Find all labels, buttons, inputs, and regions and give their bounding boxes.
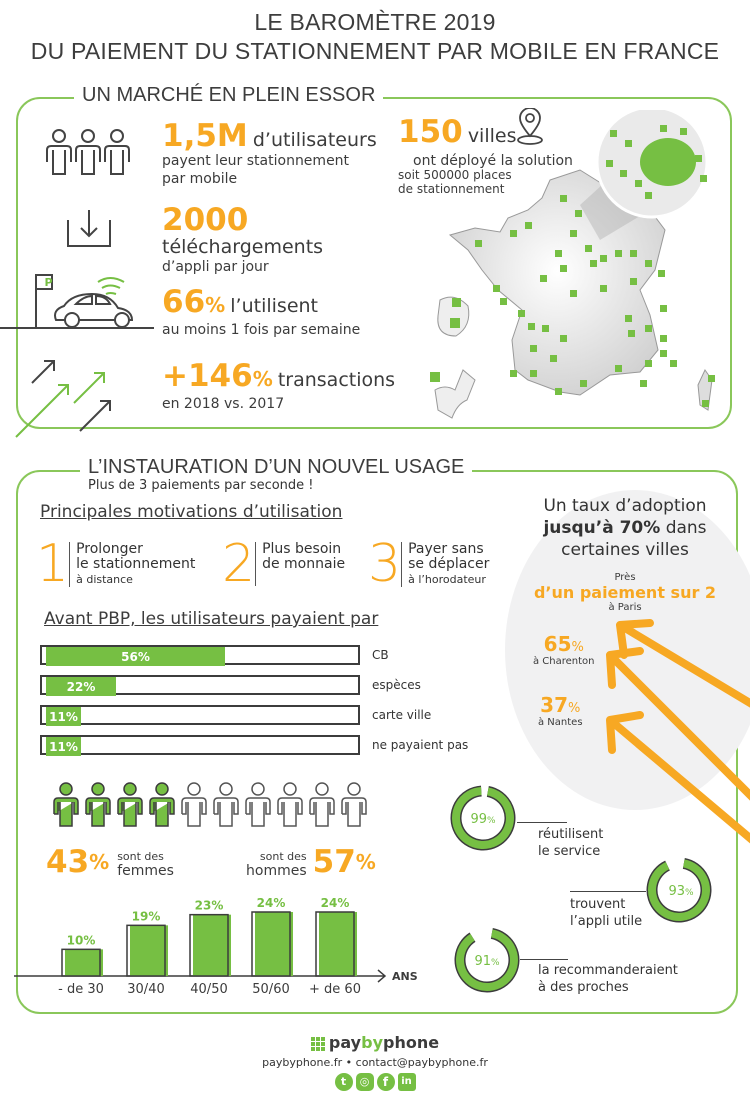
download-icon	[66, 206, 112, 248]
ring-reuse-number: 99	[470, 812, 487, 827]
usage-subtitle: Plus de 3 paiements par seconde !	[88, 478, 314, 493]
payment-bar-row	[40, 645, 389, 665]
motivation-2-line1: Plus besoin	[262, 541, 342, 557]
nantes-unit: %	[568, 701, 581, 716]
ring-recommend-line2: à des proches	[538, 980, 629, 995]
ring-recommend-value	[470, 954, 504, 969]
stat-cities-sub3: de stationnement	[398, 182, 505, 196]
car-parking-icon	[0, 270, 160, 332]
parking-sign-label: P	[44, 276, 53, 289]
stat-users-headline: d’utilisateurs	[252, 129, 377, 151]
motivation-1-small: à distance	[76, 572, 133, 586]
male-label2: hommes	[246, 863, 307, 879]
stat-cities-value: 150	[398, 114, 463, 150]
male-label1: sont des	[259, 850, 307, 863]
ring-useful-line1: trouvent	[570, 897, 626, 912]
paris-pre: Près	[614, 572, 636, 583]
age-bar	[255, 912, 293, 976]
ring-reuse-line2: le service	[538, 844, 601, 859]
payment-bar-label: CB	[372, 648, 389, 662]
payment-bar-row	[40, 675, 421, 695]
ring-reuse-label	[538, 826, 603, 860]
stat-downloads-sub: d’appli par jour	[162, 259, 269, 275]
stat-users-value: 1,5M	[162, 118, 248, 154]
stat-cities-headline: villes	[467, 125, 517, 147]
paris-big: d’un paiement sur 2	[533, 583, 717, 602]
motivation-1-number: 1	[36, 534, 70, 594]
usage-section-title: L’INSTAURATION D’UN NOUVEL USAGE	[80, 455, 472, 479]
age-bar	[65, 949, 103, 976]
person-male-icon	[308, 782, 336, 828]
ring-useful-unit: %	[684, 888, 694, 898]
market-section-title: UN MARCHÉ EN PLEIN ESSOR	[74, 83, 383, 107]
age-category-label: 40/50	[190, 982, 228, 997]
stat-users-sub: payent leur stationnement par mobile	[162, 153, 350, 187]
nantes-stat	[538, 693, 583, 728]
adoption-line2-bold: jusqu’à 70%	[543, 518, 661, 538]
facebook-icon[interactable]: f	[377, 1073, 395, 1091]
female-label2: femmes	[117, 863, 174, 879]
female-pct-value: 43	[46, 844, 90, 880]
age-bar-value: 24%	[256, 896, 286, 910]
ring-useful-label	[570, 896, 642, 930]
adoption-arrows	[590, 615, 750, 845]
person-male-icon	[212, 782, 240, 828]
payment-method-chart	[40, 645, 469, 765]
payment-bar: 11%	[46, 737, 81, 756]
brand-grid-icon	[311, 1037, 325, 1051]
ring-recommend-line1: la recommanderaient	[538, 963, 678, 978]
age-bar-value: 10%	[66, 933, 96, 948]
payment-bar-label: ne payaient pas	[372, 738, 469, 752]
motivation-1-line2: le stationnement	[76, 555, 196, 572]
payment-bar-frame	[40, 675, 360, 695]
contact-info[interactable]: paybyphone.fr • contact@paybyphone.fr	[262, 1056, 488, 1069]
adoption-line3: certaines villes	[561, 540, 689, 560]
stat-cities-sub1: ont déployé la solution	[413, 153, 573, 169]
female-stat	[46, 846, 174, 878]
person-female-icon	[148, 782, 176, 828]
stat-cities-sub2: soit 500000 places	[398, 168, 512, 182]
person-male-icon	[340, 782, 368, 828]
adoption-line1: Un taux d’adoption	[543, 496, 707, 516]
users-icon	[44, 128, 132, 178]
payment-bar-frame	[40, 735, 360, 755]
arrow-nantes-icon	[610, 715, 750, 845]
person-male-icon	[276, 782, 304, 828]
ring-recommend-unit: %	[490, 958, 500, 968]
charenton-value: 65	[543, 632, 572, 656]
instagram-icon[interactable]: ◎	[356, 1073, 374, 1091]
motivation-2-number: 2	[222, 534, 256, 594]
age-bar	[319, 912, 357, 976]
motivation-3-number: 3	[368, 534, 402, 594]
person-male-icon	[180, 782, 208, 828]
charenton-stat	[533, 632, 595, 667]
page-title-line1: LE BAROMÈTRE 2019	[254, 9, 496, 35]
nantes-value: 37	[540, 693, 569, 717]
brand-pay: pay	[328, 1033, 362, 1052]
growth-arrows-icon	[12, 355, 122, 440]
brand-phone: phone	[383, 1033, 440, 1052]
female-label1: sont des	[117, 850, 164, 863]
stat-weekly	[162, 286, 402, 339]
male-pct-value: 57	[312, 844, 356, 880]
stat-weekly-value: 66	[162, 284, 206, 320]
ring-reuse-leader	[517, 822, 567, 823]
stat-weekly-headline: l’utilisent	[230, 295, 319, 317]
age-category-label: 30/40	[127, 982, 165, 997]
stat-downloads-value: 2000	[162, 202, 249, 238]
payment-bar: 56%	[46, 647, 225, 666]
charenton-city: à Charenton	[533, 656, 595, 667]
ring-reuse-value	[466, 812, 500, 827]
brand-logo[interactable]	[0, 1033, 750, 1052]
stat-downloads-headline: téléchargements	[162, 236, 324, 258]
age-bar-value: 23%	[194, 898, 224, 913]
ring-useful-number: 93	[668, 884, 685, 899]
payment-bar: 22%	[46, 677, 116, 696]
age-category-label: - de 30	[58, 982, 104, 997]
stat-users	[162, 120, 402, 188]
motivation-2	[222, 534, 346, 594]
ring-recommend-leader	[520, 959, 568, 960]
nantes-city: à Nantes	[538, 717, 583, 728]
stat-transactions-headline: transactions	[277, 369, 396, 391]
linkedin-icon[interactable]: in	[398, 1073, 416, 1091]
motivation-3-small: à l’horodateur	[408, 572, 486, 586]
brand-by: by	[361, 1033, 383, 1052]
motivation-1	[36, 534, 196, 594]
twitter-icon[interactable]: t	[335, 1073, 353, 1091]
ring-useful-line2: l’appli utile	[570, 914, 643, 929]
france-map	[430, 110, 730, 420]
adoption-line2-rest: dans	[665, 518, 707, 538]
female-pct-unit: %	[89, 850, 110, 874]
motivation-3-line2: se déplacer	[408, 555, 490, 572]
person-female-icon	[84, 782, 112, 828]
age-chart	[0, 890, 440, 1000]
payment-bar-row	[40, 705, 432, 725]
payment-bar-row	[40, 735, 469, 755]
payment-bar: 11%	[46, 707, 81, 726]
age-category-label: + de 60	[309, 982, 361, 997]
age-category-label: 50/60	[252, 982, 290, 997]
age-bar-value: 24%	[320, 896, 350, 910]
paris-city: à Paris	[608, 602, 642, 613]
ring-reuse-unit: %	[486, 816, 496, 826]
arrow-paris-icon	[620, 623, 750, 715]
motivation-3-line1: Payer sans	[408, 540, 484, 557]
stat-transactions-unit: %	[252, 367, 273, 391]
payment-chart-title: Avant PBP, les utilisateurs payaient par	[44, 609, 379, 629]
payment-bar-label: espèces	[372, 678, 421, 692]
page-title-line2: DU PAIEMENT DU STATIONNEMENT PAR MOBILE EN FRANCE	[30, 38, 720, 64]
stat-transactions	[162, 360, 422, 413]
stat-downloads	[162, 204, 402, 276]
stat-weekly-unit: %	[205, 293, 226, 317]
social-links	[0, 1073, 750, 1091]
payment-bar-frame	[40, 645, 360, 665]
payment-bar-frame	[40, 705, 360, 725]
gender-icons	[52, 782, 392, 828]
male-stat	[246, 846, 376, 878]
male-pct-unit: %	[355, 850, 376, 874]
ring-reuse-line1: réutilisent	[538, 827, 604, 842]
stat-transactions-value: +146	[162, 358, 253, 394]
age-bar-value: 19%	[131, 909, 161, 924]
stat-transactions-sub: en 2018 vs. 2017	[162, 396, 285, 412]
person-female-icon	[52, 782, 80, 828]
adoption-headline	[520, 495, 730, 561]
motivation-3	[368, 534, 490, 594]
age-bar	[193, 915, 231, 976]
paris-stat	[520, 572, 730, 613]
age-bar	[130, 925, 168, 976]
motivation-2-line2: de monnaie	[262, 556, 346, 572]
motivations-title: Principales motivations d’utilisation	[40, 502, 343, 522]
ring-recommend-number: 91	[474, 954, 491, 969]
age-axis-label: ANS	[392, 970, 418, 983]
ring-useful-leader	[570, 891, 646, 892]
payment-bar-label: carte ville	[372, 708, 432, 722]
charenton-unit: %	[571, 640, 584, 655]
ring-recommend-label	[538, 962, 678, 996]
ring-useful-value	[664, 884, 698, 899]
person-female-icon	[116, 782, 144, 828]
stat-weekly-sub: au moins 1 fois par semaine	[162, 322, 361, 338]
person-male-icon	[244, 782, 272, 828]
motivation-1-line1: Prolonger	[76, 540, 143, 557]
